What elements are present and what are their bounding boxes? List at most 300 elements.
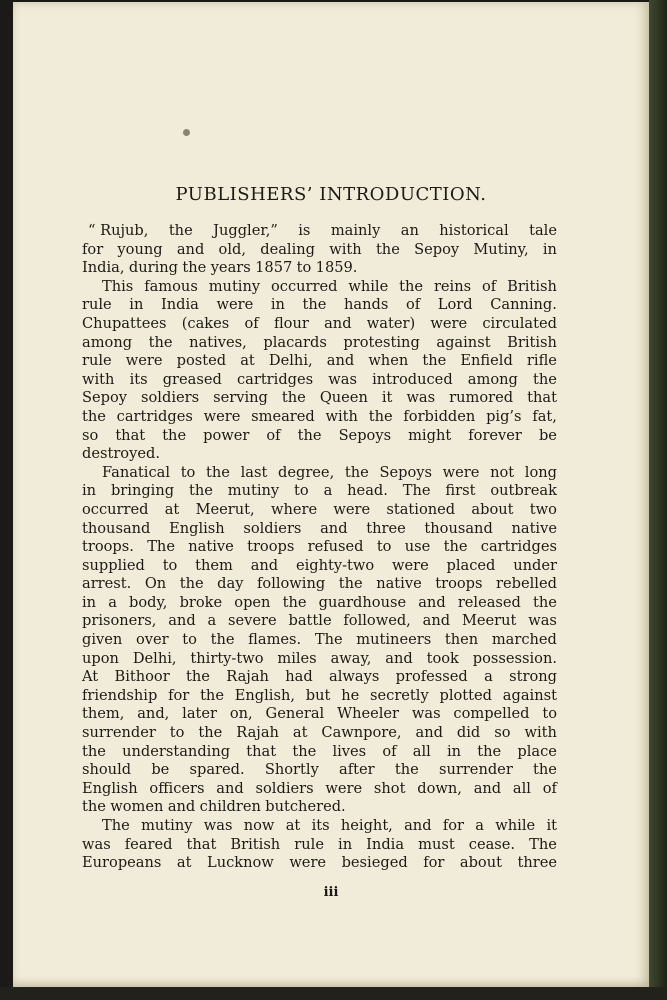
word: pig’s xyxy=(486,407,522,425)
text-line xyxy=(82,445,557,464)
word: following xyxy=(257,575,326,593)
word: serving xyxy=(213,389,268,407)
word: British xyxy=(507,277,557,295)
word: famous xyxy=(144,277,198,295)
word: in xyxy=(82,593,97,611)
word: a xyxy=(323,482,333,500)
word: had xyxy=(285,668,313,686)
word: the xyxy=(282,593,307,611)
text-line xyxy=(82,687,557,706)
word: British xyxy=(507,333,557,351)
word: and xyxy=(418,593,446,611)
word: last xyxy=(240,463,268,481)
word: a xyxy=(108,593,117,611)
word: the xyxy=(200,686,224,704)
word: soldiers xyxy=(141,389,200,407)
word: power xyxy=(203,426,250,444)
text-line xyxy=(82,259,557,278)
word: was xyxy=(328,370,357,388)
word: the xyxy=(533,593,557,611)
word: marched xyxy=(491,631,557,649)
text-line xyxy=(82,464,557,483)
word: the xyxy=(162,426,187,444)
word: eighty-two xyxy=(295,556,375,574)
word: is xyxy=(298,222,311,239)
word: and xyxy=(324,314,352,332)
word: the xyxy=(281,389,306,407)
text-line xyxy=(82,724,557,743)
word: with xyxy=(524,724,557,742)
word: cartridges xyxy=(480,538,557,556)
word: a xyxy=(484,668,493,686)
word: all xyxy=(512,779,531,797)
text-line xyxy=(82,743,557,762)
word: India xyxy=(366,835,405,853)
text-line xyxy=(82,315,557,334)
word: the xyxy=(182,259,207,277)
word: among xyxy=(467,370,518,388)
word: shot xyxy=(373,779,406,797)
word: flames. xyxy=(248,631,302,649)
word: the xyxy=(292,742,317,760)
word: to xyxy=(169,724,185,742)
word: the xyxy=(168,222,193,239)
word: Sepoys xyxy=(338,426,392,444)
word: strong xyxy=(509,668,557,686)
word: India xyxy=(160,296,199,314)
word: later xyxy=(182,705,218,723)
word: thirty-two xyxy=(190,649,264,667)
word: at xyxy=(292,724,308,742)
word: forbidden xyxy=(403,407,476,425)
word: placed xyxy=(446,556,496,574)
word: The xyxy=(529,835,557,853)
word: degree, xyxy=(278,463,335,481)
word: and xyxy=(167,798,196,816)
word: feared xyxy=(124,835,173,853)
word: was xyxy=(411,705,441,723)
word: in xyxy=(270,296,285,314)
word: the xyxy=(179,575,204,593)
text-line xyxy=(82,427,557,446)
word: officers xyxy=(149,779,205,797)
word: besieged xyxy=(341,854,408,872)
word: head. xyxy=(347,482,388,500)
word: of xyxy=(482,277,497,295)
word: Queen xyxy=(319,389,368,407)
text-line xyxy=(82,854,557,873)
word: Delhi, xyxy=(132,649,177,667)
word: rifle xyxy=(526,352,557,370)
word: of xyxy=(266,426,281,444)
word: and xyxy=(422,612,451,630)
word: introduced xyxy=(372,370,453,388)
word: a xyxy=(475,817,484,834)
word: understanding xyxy=(122,742,231,760)
word: away, xyxy=(330,649,372,667)
word: plotted xyxy=(439,686,493,704)
word: This xyxy=(102,277,134,295)
word: The xyxy=(402,482,431,500)
word: secretly xyxy=(370,686,429,704)
word: historical xyxy=(439,222,509,239)
word: where xyxy=(270,500,318,518)
word: the xyxy=(82,407,106,425)
word: the xyxy=(368,407,393,425)
word: always xyxy=(329,668,380,686)
word: was xyxy=(203,817,233,834)
word: destroyed. xyxy=(82,445,160,463)
word: 1859. xyxy=(315,259,358,277)
word: to xyxy=(296,259,312,277)
text-line xyxy=(82,352,557,371)
word: the xyxy=(82,798,106,816)
word: soldiers xyxy=(255,779,314,797)
word: after xyxy=(339,761,375,779)
word: children xyxy=(199,798,261,816)
text-line xyxy=(82,761,557,780)
word: were xyxy=(430,314,468,332)
word: mutiny xyxy=(141,817,193,834)
text-line xyxy=(82,557,557,576)
word: them, xyxy=(82,705,125,723)
word: prisoners, xyxy=(82,612,157,630)
word: took xyxy=(426,649,459,667)
word: were xyxy=(289,854,327,872)
word: the xyxy=(198,724,223,742)
word: protesting xyxy=(343,333,420,351)
word: severe xyxy=(228,612,277,630)
word: that xyxy=(115,426,146,444)
word: Lucknow xyxy=(207,854,274,872)
word: to xyxy=(376,538,392,556)
text-line xyxy=(82,631,557,650)
word: about xyxy=(459,854,502,872)
word: Meerut xyxy=(461,612,517,630)
word: at xyxy=(240,352,255,370)
word: The xyxy=(147,538,175,556)
word: English, xyxy=(234,686,296,704)
text-line xyxy=(82,575,557,594)
word: the xyxy=(338,575,363,593)
word: the xyxy=(533,370,557,388)
text-line xyxy=(82,408,557,427)
word: the xyxy=(477,742,502,760)
word: upon xyxy=(82,649,119,667)
word: body, xyxy=(129,593,168,611)
word: On xyxy=(144,575,167,593)
word: troops. xyxy=(82,538,134,556)
text-line xyxy=(82,650,557,669)
word: it xyxy=(381,389,393,407)
word: mutiny xyxy=(208,277,261,295)
word: years xyxy=(210,259,251,277)
word: natives, xyxy=(189,333,247,351)
word: and xyxy=(415,724,443,742)
word: long xyxy=(524,463,557,481)
word: of xyxy=(405,296,421,314)
word: a xyxy=(207,612,217,630)
word: flour xyxy=(273,314,309,332)
word: in xyxy=(447,742,462,760)
word: Fanatical xyxy=(102,463,171,481)
word: thousand xyxy=(424,519,493,537)
word: for xyxy=(442,817,465,834)
word: were xyxy=(333,500,371,518)
word: on, xyxy=(229,705,253,723)
word: released xyxy=(457,593,521,611)
word: Sepoy xyxy=(82,389,128,407)
word: Enfield xyxy=(460,352,513,370)
word: mainly xyxy=(330,222,381,239)
word: were xyxy=(442,463,480,481)
word: of xyxy=(244,314,259,332)
word: Chupattees xyxy=(82,314,167,332)
word: water) xyxy=(366,314,416,332)
word: the xyxy=(533,761,557,779)
word: Bithoor xyxy=(114,668,170,686)
word: during xyxy=(128,259,179,277)
text-line xyxy=(82,296,557,315)
word: Sepoy xyxy=(414,240,460,258)
word: tale xyxy=(529,222,557,239)
word: the xyxy=(443,538,468,556)
word: rebelled xyxy=(496,575,557,593)
word: to xyxy=(542,705,557,723)
word: Shortly xyxy=(264,761,319,779)
text-line xyxy=(82,705,557,724)
word: down, xyxy=(417,779,462,797)
word: guardhouse xyxy=(318,593,407,611)
word: The xyxy=(314,631,343,649)
book-spine xyxy=(649,0,667,1000)
word: and xyxy=(385,649,413,667)
word: supplied xyxy=(82,556,145,574)
word: were xyxy=(125,352,163,370)
word: of xyxy=(382,742,397,760)
word: India, xyxy=(82,259,125,277)
text-line xyxy=(82,501,557,520)
word: 1857 xyxy=(255,259,293,277)
word: Juggler,” xyxy=(213,222,278,239)
word: Mutiny, xyxy=(473,240,529,258)
word: fat, xyxy=(532,407,557,425)
word: Sepoys xyxy=(379,463,432,481)
word: dealing xyxy=(260,240,315,258)
word: Rajah xyxy=(226,668,269,686)
word: be xyxy=(151,761,170,779)
word: use xyxy=(404,538,431,556)
text-line xyxy=(82,482,557,501)
word: friendship xyxy=(82,686,158,704)
word: posted xyxy=(176,352,227,370)
word: professed xyxy=(395,668,468,686)
word: outbreak xyxy=(490,482,557,500)
word: its xyxy=(311,817,330,834)
word: forever xyxy=(468,426,522,444)
word: The xyxy=(102,817,130,834)
word: while xyxy=(348,277,389,295)
word: the xyxy=(399,277,424,295)
word: at xyxy=(164,500,180,518)
word: the xyxy=(210,631,235,649)
word: day xyxy=(217,575,244,593)
word: native xyxy=(376,575,422,593)
word: about xyxy=(471,500,514,518)
word: surrender xyxy=(438,761,513,779)
word: to xyxy=(162,556,178,574)
word: lives xyxy=(332,742,367,760)
word: of xyxy=(542,779,557,797)
word: soldiers xyxy=(243,519,302,537)
word: that xyxy=(186,835,217,853)
word: circulated xyxy=(482,314,557,332)
word: when xyxy=(368,352,409,370)
word: English xyxy=(169,519,225,537)
text-line xyxy=(82,594,557,613)
word: then xyxy=(444,631,479,649)
word: the xyxy=(302,296,327,314)
word: so xyxy=(82,426,99,444)
word: its xyxy=(129,370,148,388)
word: and xyxy=(326,352,355,370)
word: native xyxy=(188,538,234,556)
text-line xyxy=(82,334,557,353)
text-line xyxy=(82,520,557,539)
word: but xyxy=(305,686,331,704)
word: placards xyxy=(263,333,327,351)
word: women xyxy=(110,798,164,816)
word: against xyxy=(436,333,491,351)
word: surrender xyxy=(82,724,156,742)
word: refused xyxy=(307,538,364,556)
page-title: PUBLISHERS’ INTRODUCTION. xyxy=(175,184,487,205)
word: rumored xyxy=(449,389,514,407)
word: hands xyxy=(344,296,389,314)
word: the xyxy=(206,463,230,481)
word: smeared xyxy=(251,407,315,425)
word: Delhi, xyxy=(268,352,313,370)
word: were xyxy=(203,407,241,425)
word: over xyxy=(135,631,169,649)
text-line xyxy=(82,668,557,687)
word: and xyxy=(216,779,244,797)
book-page xyxy=(13,2,649,987)
word: “ Rujub, xyxy=(88,222,149,239)
word: thousand xyxy=(82,519,151,537)
word: native xyxy=(511,519,557,537)
text-line xyxy=(82,241,557,260)
word: compelled xyxy=(453,705,530,723)
word: might xyxy=(408,426,452,444)
word: place xyxy=(517,742,557,760)
word: among xyxy=(82,333,133,351)
word: to xyxy=(180,463,196,481)
word: cartridges xyxy=(116,407,193,425)
word: old, xyxy=(218,240,246,258)
word: cartridges xyxy=(236,370,314,388)
word: in xyxy=(542,240,557,258)
word: to xyxy=(182,631,197,649)
word: and xyxy=(250,556,279,574)
word: first xyxy=(445,482,476,500)
word: cease. xyxy=(468,835,516,853)
word: At xyxy=(82,668,99,686)
page-blemish xyxy=(183,129,190,136)
word: rule xyxy=(82,296,112,314)
word: and, xyxy=(137,705,170,723)
word: young xyxy=(117,240,163,258)
word: were xyxy=(325,779,363,797)
text-line xyxy=(82,817,557,836)
text-line xyxy=(82,371,557,390)
word: Wheeler xyxy=(337,705,400,723)
word: and xyxy=(473,779,502,797)
text-line xyxy=(82,612,557,631)
word: British xyxy=(230,835,281,853)
word: Europeans xyxy=(82,854,162,872)
text-line xyxy=(82,798,557,817)
text-line xyxy=(82,836,557,855)
word: mutineers xyxy=(356,631,432,649)
word: be xyxy=(538,426,557,444)
word: English xyxy=(82,779,138,797)
word: miles xyxy=(277,649,317,667)
word: that xyxy=(246,742,277,760)
word: was xyxy=(82,835,111,853)
word: while xyxy=(495,817,536,834)
word: and xyxy=(320,519,348,537)
word: reins xyxy=(433,277,472,295)
word: it xyxy=(546,817,557,834)
body-text xyxy=(82,222,557,873)
word: greased xyxy=(162,370,222,388)
word: was xyxy=(406,389,436,407)
word: was xyxy=(528,612,557,630)
word: at xyxy=(285,817,301,834)
word: Meerut, xyxy=(195,500,255,518)
word: mutiny xyxy=(227,482,280,500)
word: troops xyxy=(247,538,295,556)
word: the xyxy=(188,482,213,500)
word: battle xyxy=(288,612,332,630)
word: the xyxy=(375,240,400,258)
word: for xyxy=(168,686,190,704)
word: General xyxy=(265,705,325,723)
word: and xyxy=(404,817,432,834)
word: with xyxy=(325,407,358,425)
word: stationed xyxy=(386,500,456,518)
text-line xyxy=(82,222,557,241)
text-line xyxy=(82,538,557,557)
word: the xyxy=(82,742,106,760)
word: three xyxy=(366,519,406,537)
word: in xyxy=(338,835,353,853)
word: with xyxy=(82,370,115,388)
text-line xyxy=(82,278,557,297)
word: the xyxy=(422,352,447,370)
word: now xyxy=(243,817,275,834)
word: he xyxy=(341,686,360,704)
word: with xyxy=(329,240,362,258)
word: so xyxy=(494,724,511,742)
word: two xyxy=(529,500,557,518)
page-number: iii xyxy=(323,885,339,900)
word: the xyxy=(344,463,369,481)
text-line xyxy=(82,780,557,799)
word: an xyxy=(400,222,419,239)
word: occurred xyxy=(271,277,338,295)
